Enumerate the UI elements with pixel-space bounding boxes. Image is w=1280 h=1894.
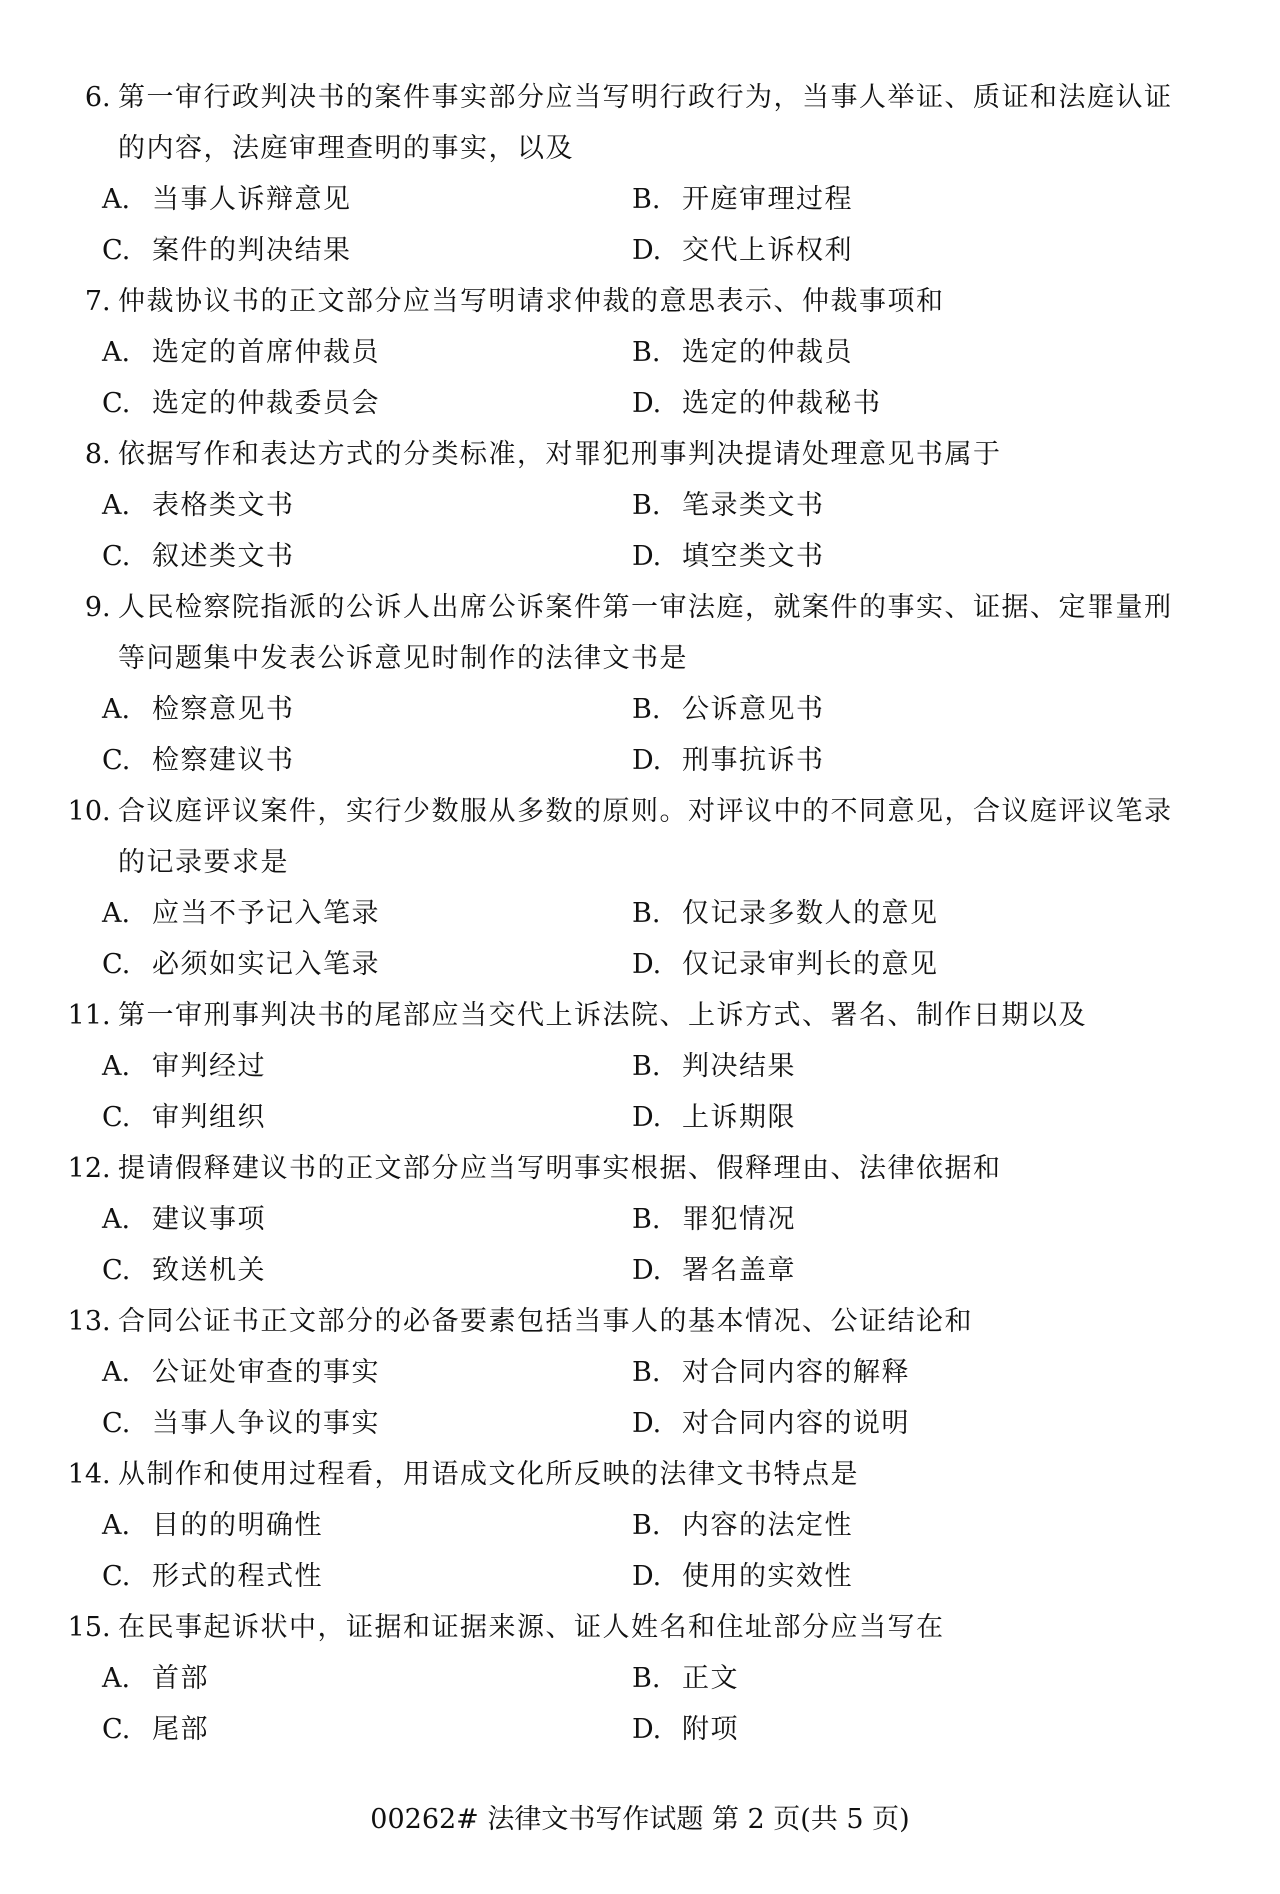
option-text: 判决结果 <box>682 1051 796 1082</box>
option-text: 叙述类文书 <box>152 541 295 572</box>
option-b <box>632 480 1162 531</box>
option-text: 填空类文书 <box>682 541 825 572</box>
option-text: 公诉意见书 <box>682 694 825 725</box>
option-text: 罪犯情况 <box>682 1204 796 1235</box>
option-letter: B. <box>632 1357 661 1388</box>
option-text: 建议事项 <box>152 1204 266 1235</box>
question-stem <box>58 786 1178 888</box>
question-stem <box>58 1602 1178 1653</box>
option-text: 检察意见书 <box>152 694 295 725</box>
question-text: 人民检察院指派的公诉人出席公诉案件第一审法庭，就案件的事实、证据、定罪量刑等问题集中发表公诉意见时制作的法律文书是 <box>118 592 1173 674</box>
option-letter: A. <box>102 1204 131 1235</box>
option-c <box>102 1092 632 1143</box>
option-text: 首部 <box>152 1663 209 1694</box>
question-7 <box>58 276 1178 429</box>
question-stem <box>58 990 1178 1041</box>
option-d <box>632 531 1162 582</box>
question-number: 11 <box>67 1000 102 1031</box>
question-list <box>58 72 1178 1755</box>
option-letter: D. <box>632 1408 662 1439</box>
option-c <box>102 735 632 786</box>
option-letter: A. <box>102 490 131 521</box>
option-letter: B. <box>632 490 661 521</box>
option-c <box>102 1551 632 1602</box>
option-a <box>102 888 632 939</box>
option-row <box>58 1653 1178 1704</box>
option-c <box>102 939 632 990</box>
question-number: 13 <box>67 1306 102 1337</box>
option-text: 公证处审查的事实 <box>152 1357 380 1388</box>
option-text: 笔录类文书 <box>682 490 825 521</box>
option-row <box>58 735 1178 786</box>
option-letter: A. <box>102 1357 131 1388</box>
option-letter: B. <box>632 1510 661 1541</box>
option-b <box>632 174 1162 225</box>
question-text: 从制作和使用过程看，用语成文化所反映的法律文书特点是 <box>118 1459 859 1490</box>
question-number-dot: . <box>102 1306 111 1337</box>
option-row <box>58 1041 1178 1092</box>
question-9 <box>58 582 1178 786</box>
question-text: 第一审行政判决书的案件事实部分应当写明行政行为，当事人举证、质证和法庭认证的内容，法庭审理查明的事实，以及 <box>118 82 1173 164</box>
option-row <box>58 888 1178 939</box>
option-letter: B. <box>632 1663 661 1694</box>
option-row <box>58 684 1178 735</box>
question-stem <box>58 1296 1178 1347</box>
option-b <box>632 888 1162 939</box>
option-letter: A. <box>102 1663 131 1694</box>
question-stem <box>58 429 1178 480</box>
option-letter: D. <box>632 1561 662 1592</box>
option-row <box>58 1500 1178 1551</box>
option-text: 内容的法定性 <box>682 1510 853 1541</box>
option-letter: A. <box>102 184 131 215</box>
option-letter: C. <box>102 1714 131 1745</box>
option-letter: B. <box>632 337 661 368</box>
option-row <box>58 1245 1178 1296</box>
question-stem <box>58 582 1178 684</box>
option-letter: B. <box>632 898 661 929</box>
question-stem <box>58 1143 1178 1194</box>
option-text: 对合同内容的解释 <box>682 1357 910 1388</box>
option-row <box>58 480 1178 531</box>
question-stem <box>58 276 1178 327</box>
option-row <box>58 531 1178 582</box>
option-d <box>632 225 1162 276</box>
question-stem <box>58 1449 1178 1500</box>
option-text: 检察建议书 <box>152 745 295 776</box>
option-text: 仅记录审判长的意见 <box>682 949 939 980</box>
option-text: 选定的仲裁员 <box>682 337 853 368</box>
option-letter: C. <box>102 388 131 419</box>
option-letter: C. <box>102 1102 131 1133</box>
option-text: 审判经过 <box>152 1051 266 1082</box>
question-number: 9 <box>84 592 102 623</box>
option-letter: B. <box>632 1051 661 1082</box>
option-letter: D. <box>632 745 662 776</box>
option-a <box>102 684 632 735</box>
question-text: 第一审刑事判决书的尾部应当交代上诉法院、上诉方式、署名、制作日期以及 <box>118 1000 1087 1031</box>
option-letter: A. <box>102 1051 131 1082</box>
option-letter: D. <box>632 235 662 266</box>
question-number: 10 <box>67 796 102 827</box>
option-letter: B. <box>632 694 661 725</box>
option-b <box>632 1347 1162 1398</box>
question-number: 12 <box>67 1153 102 1184</box>
option-row <box>58 225 1178 276</box>
option-text: 使用的实效性 <box>682 1561 853 1592</box>
option-a <box>102 1194 632 1245</box>
option-row <box>58 939 1178 990</box>
option-letter: A. <box>102 694 131 725</box>
option-d <box>632 1245 1162 1296</box>
option-text: 案件的判决结果 <box>152 235 352 266</box>
question-text: 依据写作和表达方式的分类标准，对罪犯刑事判决提请处理意见书属于 <box>118 439 1002 470</box>
option-letter: D. <box>632 1714 662 1745</box>
option-row <box>58 1551 1178 1602</box>
option-letter: B. <box>632 1204 661 1235</box>
option-a <box>102 1347 632 1398</box>
question-number-dot: . <box>102 1612 111 1643</box>
option-a <box>102 1500 632 1551</box>
option-text: 正文 <box>682 1663 739 1694</box>
option-letter: D. <box>632 388 662 419</box>
question-number: 6 <box>84 82 102 113</box>
option-letter: C. <box>102 1255 131 1286</box>
option-text: 选定的仲裁秘书 <box>682 388 882 419</box>
option-letter: A. <box>102 1510 131 1541</box>
option-c <box>102 1704 632 1755</box>
question-number-dot: . <box>102 82 111 113</box>
option-a <box>102 1653 632 1704</box>
option-letter: D. <box>632 541 662 572</box>
question-15 <box>58 1602 1178 1755</box>
option-text: 对合同内容的说明 <box>682 1408 910 1439</box>
option-text: 审判组织 <box>152 1102 266 1133</box>
option-c <box>102 378 632 429</box>
option-text: 交代上诉权利 <box>682 235 853 266</box>
option-row <box>58 1194 1178 1245</box>
option-c <box>102 225 632 276</box>
option-d <box>632 1704 1162 1755</box>
option-d <box>632 1092 1162 1143</box>
question-text: 提请假释建议书的正文部分应当写明事实根据、假释理由、法律依据和 <box>118 1153 1002 1184</box>
option-text: 必须如实记入笔录 <box>152 949 380 980</box>
option-b <box>632 1653 1162 1704</box>
option-text: 上诉期限 <box>682 1102 796 1133</box>
option-row <box>58 1704 1178 1755</box>
option-letter: C. <box>102 949 131 980</box>
option-text: 当事人争议的事实 <box>152 1408 380 1439</box>
option-c <box>102 531 632 582</box>
option-text: 目的的明确性 <box>152 1510 323 1541</box>
question-number-dot: . <box>102 439 111 470</box>
option-a <box>102 480 632 531</box>
option-text: 署名盖章 <box>682 1255 796 1286</box>
option-c <box>102 1245 632 1296</box>
option-row <box>58 378 1178 429</box>
question-stem <box>58 72 1178 174</box>
option-text: 刑事抗诉书 <box>682 745 825 776</box>
question-8 <box>58 429 1178 582</box>
option-d <box>632 939 1162 990</box>
option-text: 选定的仲裁委员会 <box>152 388 380 419</box>
option-letter: C. <box>102 541 131 572</box>
option-text: 仅记录多数人的意见 <box>682 898 939 929</box>
question-text: 仲裁协议书的正文部分应当写明请求仲裁的意思表示、仲裁事项和 <box>118 286 945 317</box>
option-b <box>632 684 1162 735</box>
option-text: 形式的程式性 <box>152 1561 323 1592</box>
option-text: 尾部 <box>152 1714 209 1745</box>
page-footer: 00262# 法律文书写作试题 第 2 页(共 5 页) <box>370 1804 910 1835</box>
question-number-dot: . <box>102 796 111 827</box>
option-d <box>632 1398 1162 1449</box>
option-row <box>58 327 1178 378</box>
question-number: 8 <box>84 439 102 470</box>
option-row <box>58 1092 1178 1143</box>
question-number-dot: . <box>102 1000 111 1031</box>
question-number: 7 <box>84 286 102 317</box>
option-a <box>102 1041 632 1092</box>
question-text: 合议庭评议案件，实行少数服从多数的原则。对评议中的不同意见，合议庭评议笔录的记录要求是 <box>118 796 1173 878</box>
option-letter: B. <box>632 184 661 215</box>
option-d <box>632 378 1162 429</box>
question-text: 在民事起诉状中，证据和证据来源、证人姓名和住址部分应当写在 <box>118 1612 945 1643</box>
question-11 <box>58 990 1178 1143</box>
option-letter: C. <box>102 1408 131 1439</box>
option-text: 当事人诉辩意见 <box>152 184 352 215</box>
option-row <box>58 174 1178 225</box>
option-letter: C. <box>102 745 131 776</box>
option-letter: D. <box>632 1102 662 1133</box>
option-letter: D. <box>632 949 662 980</box>
option-text: 开庭审理过程 <box>682 184 853 215</box>
option-letter: A. <box>102 337 131 368</box>
option-text: 应当不予记入笔录 <box>152 898 380 929</box>
option-row <box>58 1347 1178 1398</box>
option-c <box>102 1398 632 1449</box>
option-text: 表格类文书 <box>152 490 295 521</box>
question-number-dot: . <box>102 592 111 623</box>
question-number: 14 <box>67 1459 102 1490</box>
option-a <box>102 174 632 225</box>
option-a <box>102 327 632 378</box>
option-letter: C. <box>102 235 131 266</box>
question-6 <box>58 72 1178 276</box>
question-number-dot: . <box>102 1153 111 1184</box>
option-letter: C. <box>102 1561 131 1592</box>
option-b <box>632 1041 1162 1092</box>
question-12 <box>58 1143 1178 1296</box>
question-number-dot: . <box>102 286 111 317</box>
question-number-dot: . <box>102 1459 111 1490</box>
option-b <box>632 1500 1162 1551</box>
option-text: 致送机关 <box>152 1255 266 1286</box>
option-b <box>632 327 1162 378</box>
option-b <box>632 1194 1162 1245</box>
option-row <box>58 1398 1178 1449</box>
question-10 <box>58 786 1178 990</box>
question-number: 15 <box>67 1612 102 1643</box>
question-13 <box>58 1296 1178 1449</box>
option-letter: D. <box>632 1255 662 1286</box>
option-letter: A. <box>102 898 131 929</box>
question-14 <box>58 1449 1178 1602</box>
option-text: 附项 <box>682 1714 739 1745</box>
option-d <box>632 735 1162 786</box>
question-text: 合同公证书正文部分的必备要素包括当事人的基本情况、公证结论和 <box>118 1306 973 1337</box>
option-d <box>632 1551 1162 1602</box>
option-text: 选定的首席仲裁员 <box>152 337 380 368</box>
